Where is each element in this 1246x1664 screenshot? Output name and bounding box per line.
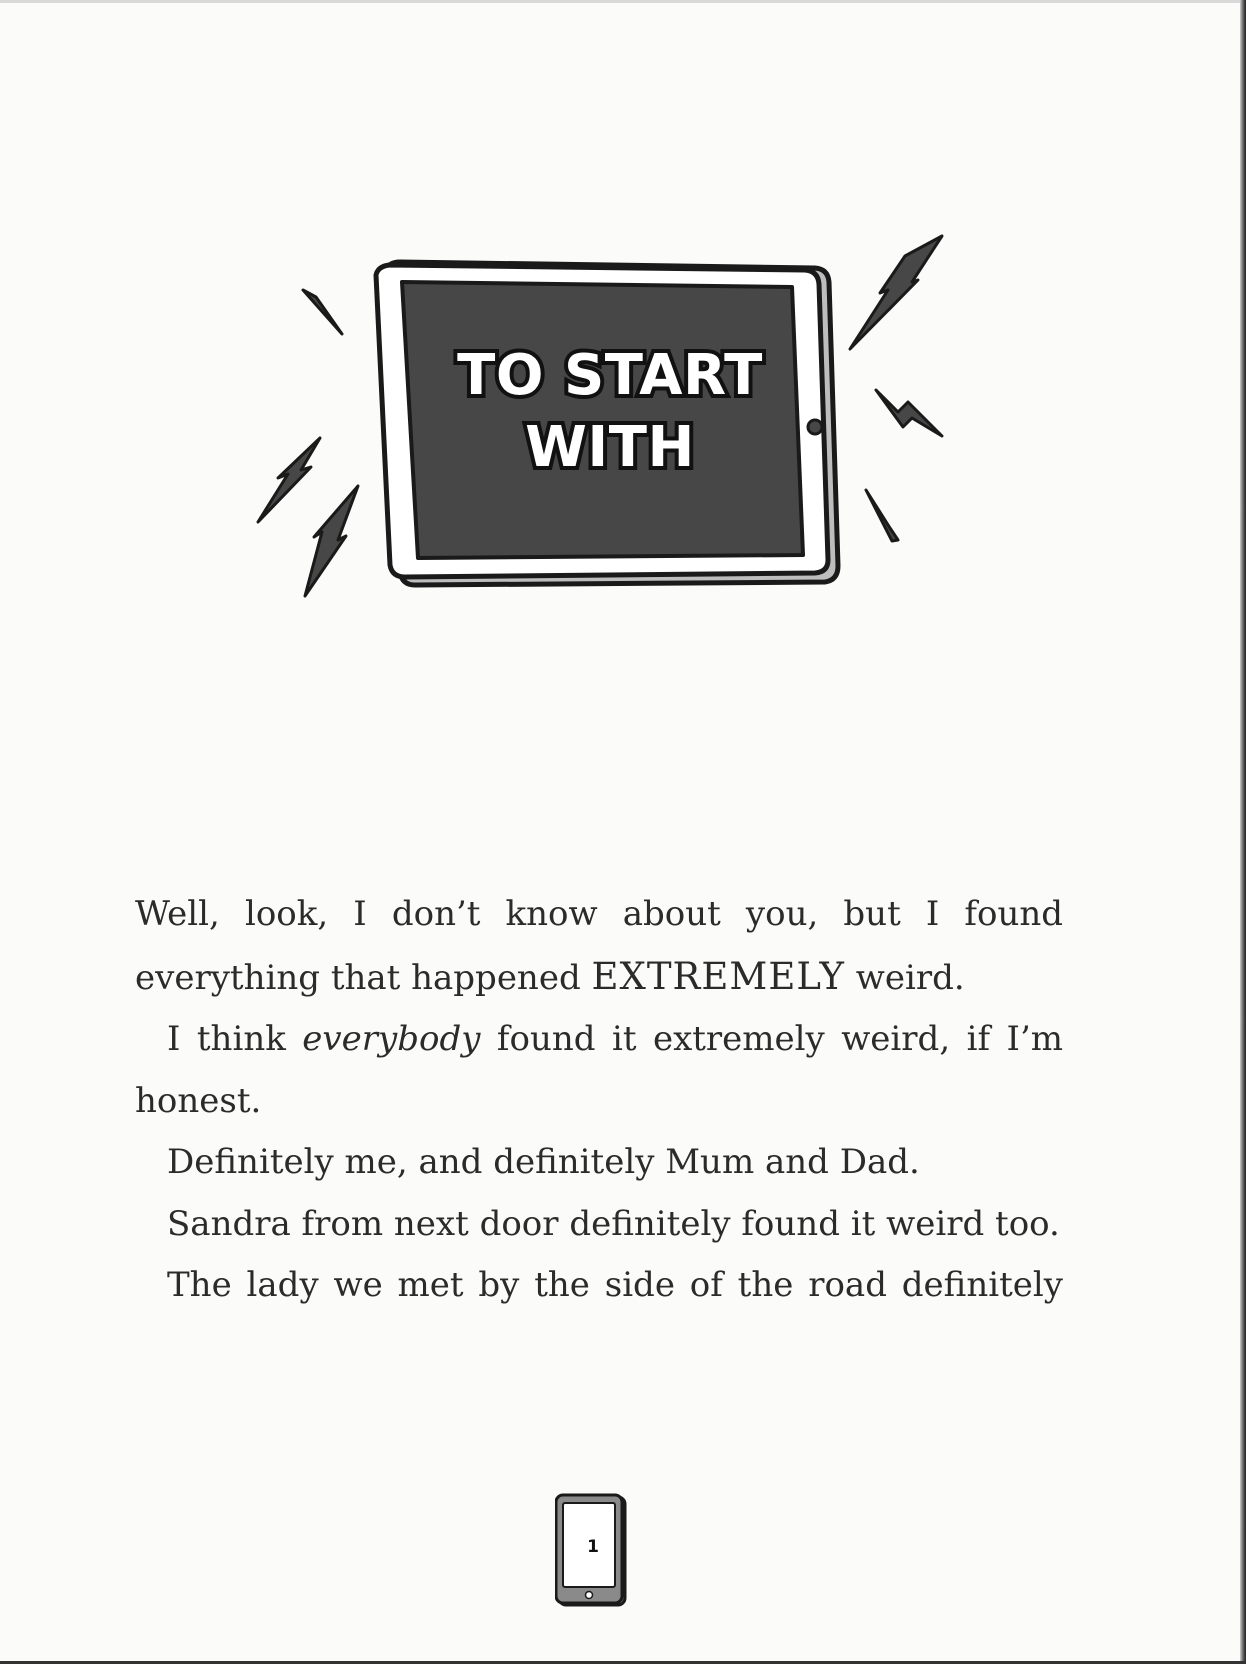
paragraph-2 (135, 1009, 1063, 1132)
page-binding-shadow (1240, 0, 1246, 1664)
paragraph-4: Sandra from next door definitely found it weird too. (167, 1203, 1060, 1244)
page-number-badge (555, 1493, 631, 1611)
paragraph-1-text: Well, look, I don’t know about you, but I found everything that happened (135, 894, 1063, 998)
page-number: 1 (587, 1537, 599, 1557)
paragraph-2-text: I think (167, 1019, 303, 1059)
page-top-edge (0, 0, 1246, 3)
paragraph-5: The lady we met by the side of the road definitely (167, 1265, 1063, 1305)
chapter-title (385, 340, 835, 484)
body-text (135, 884, 1063, 1317)
paragraph-2-emphasis: everybody (302, 1019, 481, 1059)
paragraph-3: Definitely me, and definitely Mum and Dad. (167, 1142, 920, 1182)
paragraph-1 (135, 884, 1063, 1009)
paragraph-2-end: found it extremely weird, if I’m honest. (135, 1019, 1063, 1121)
paragraph-1-emphasis: EXTREMELY (591, 954, 845, 998)
chapter-title-line-1: TO START (457, 343, 763, 408)
chapter-title-line-2: WITH (525, 415, 695, 480)
paragraph-1-end: weird. (844, 957, 965, 998)
